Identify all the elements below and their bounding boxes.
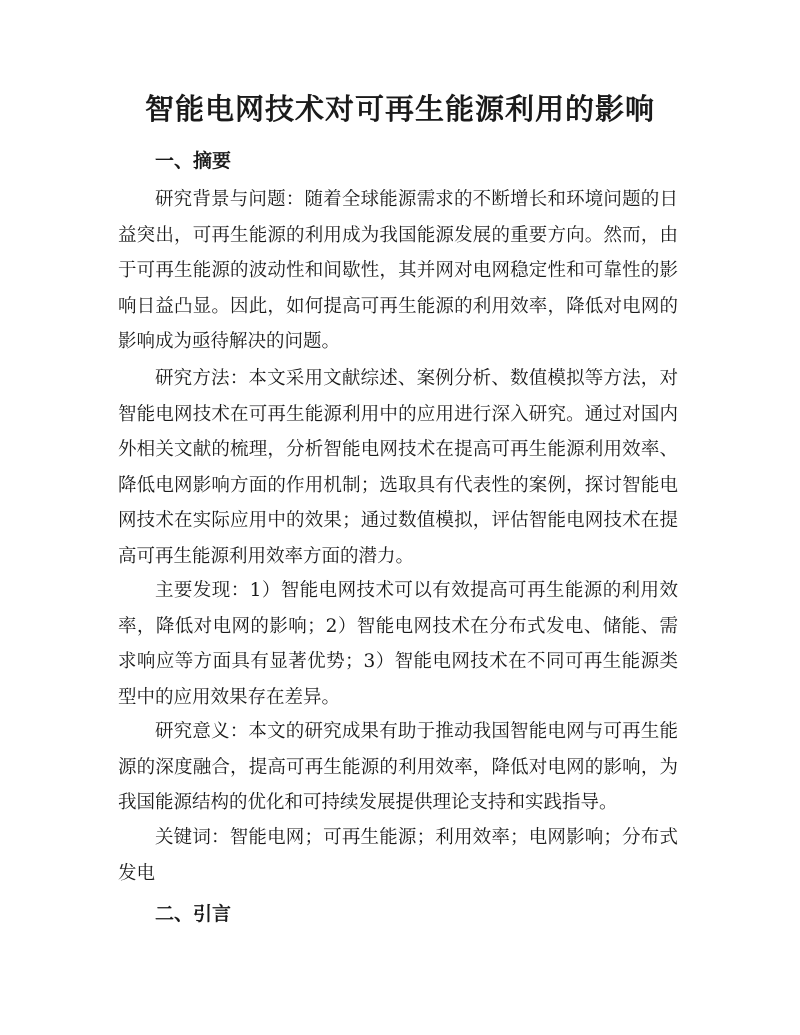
abstract-significance-paragraph: [118, 714, 678, 821]
paragraph-text: 关键词：智能电网；可再生能源；利用效率；电网影响；分布式发电: [118, 827, 678, 884]
paragraph-text: 研究背景与问题：随着全球能源需求的不断增长和环境问题的日益突出，可再生能源的利用成为我国能源发展的重要方向。然而，由于可再生能源的波动性和间歇性，其并网对电网稳定性和可靠性的影响日益凸显。因此，如何提高可再生能源的利用效率，降低对电网的影响成为亟待解决的问题。: [118, 189, 678, 353]
paragraph-text: 主要发现：1）智能电网技术可以有效提高可再生能源的利用效率，降低对电网的影响；2）智能电网技术在分布式发电、储能、需求响应等方面具有显著优势；3）智能电网技术在不同可再生能源类型中的应用效果存在差异。: [118, 580, 678, 708]
section-heading-abstract: 一、摘要: [155, 150, 232, 172]
abstract-method-paragraph: [118, 361, 678, 575]
document-title: 智能电网技术对可再生能源利用的影响: [144, 92, 655, 126]
section-heading-introduction: 二、引言: [155, 903, 232, 925]
abstract-findings-paragraph: [118, 573, 678, 715]
paragraph-text: 研究方法：本文采用文献综述、案例分析、数值模拟等方法，对智能电网技术在可再生能源利用中的应用进行深入研究。通过对国内外相关文献的梳理，分析智能电网技术在提高可再生能源利用效率、降低电网影响方面的作用机制；选取具有代表性的案例，探讨智能电网技术在实际应用中的效果；通过数值模拟，评估智能电网技术在提高可再生能源利用效率方面的潜力。: [118, 368, 678, 567]
paragraph-text: 研究意义：本文的研究成果有助于推动我国智能电网与可再生能源的深度融合，提高可再生能源的利用效率，降低对电网的影响，为我国能源结构的优化和可持续发展提供理论支持和实践指导。: [118, 721, 678, 814]
abstract-background-paragraph: [118, 182, 678, 360]
keywords-paragraph: [118, 820, 678, 891]
